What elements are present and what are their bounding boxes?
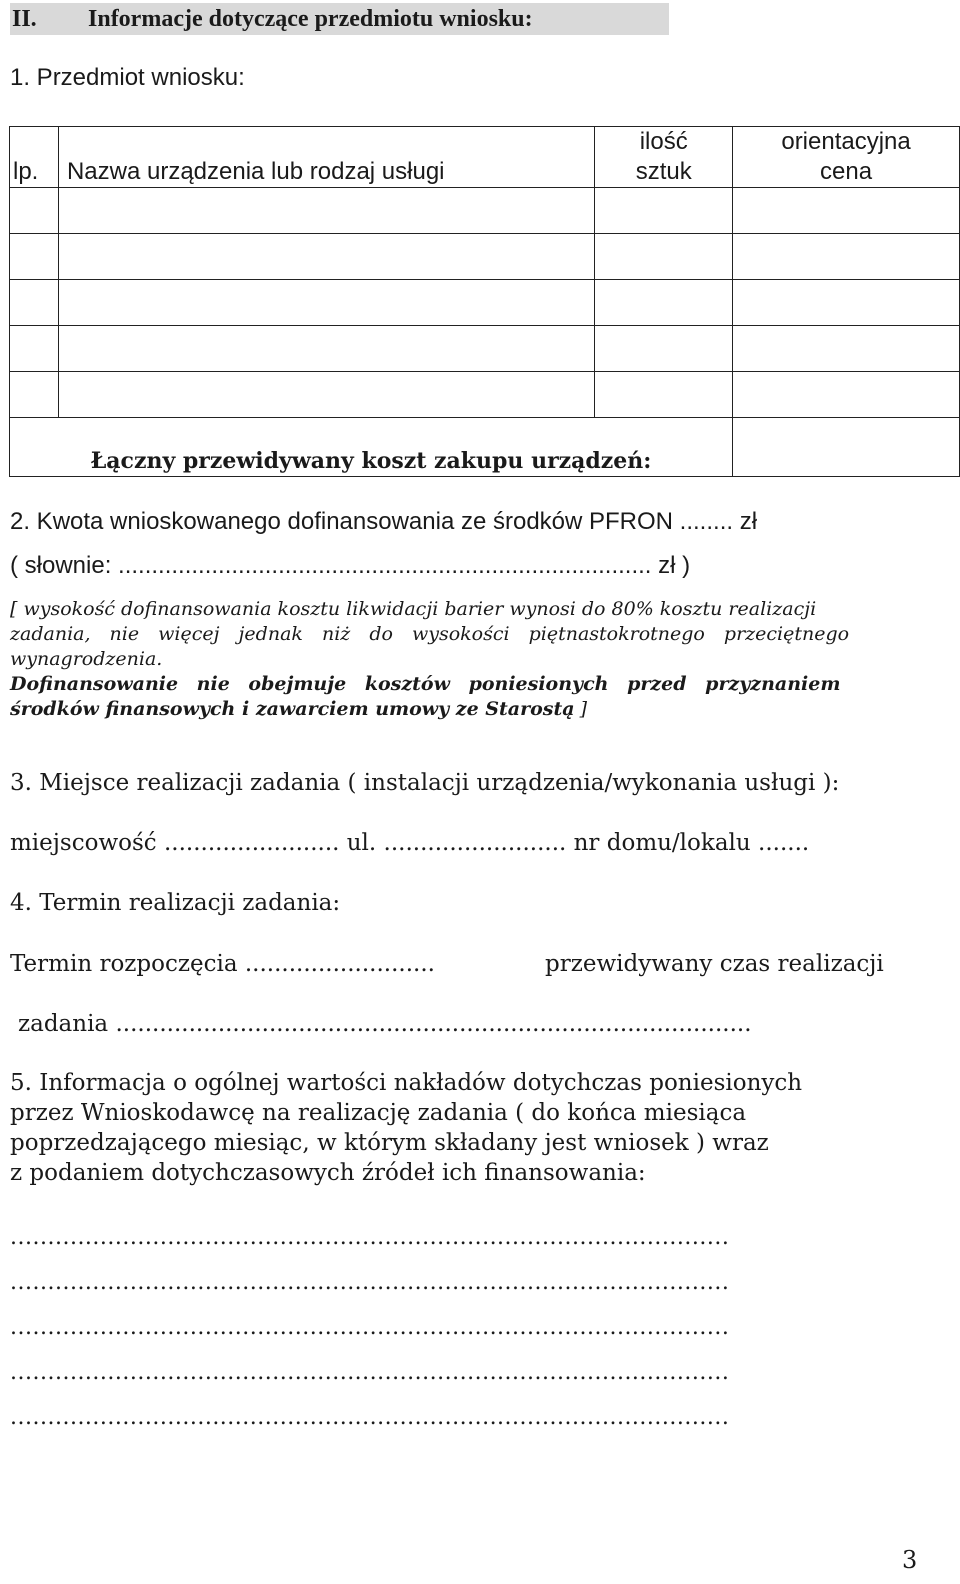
header-price-line1: orientacyjna [781,128,911,155]
item3-fields: miejscowość ........................ ul. ......................... nr domu/lokalu ....... [10,830,810,856]
item4-duration: przewidywany czas realizacji [545,951,884,977]
section-number: II. [12,6,37,32]
header-price [733,127,960,188]
answer-line[interactable]: ................................................................................................ [10,1315,730,1340]
cell-qty[interactable] [595,188,733,234]
header-price-line2: cena [820,158,873,185]
cell-name[interactable] [58,372,594,418]
item5-line-3: poprzedzającego miesiąc, w którym składany jest wniosek ) wraz [10,1130,769,1156]
item4-start: Termin rozpoczęcia .......................... [10,951,435,977]
answer-line[interactable]: ................................................................................................ [10,1270,730,1295]
note-bold-line-2: środków finansowych i zawarciem umowy ze Starostą [10,698,575,720]
header-lp: lp. [10,127,59,188]
header-qty-line1: ilość [639,128,688,155]
cell-name[interactable] [58,326,594,372]
total-value-cell[interactable] [733,418,960,477]
item4-duration-cont: zadania ....................................................................................... [18,1011,752,1037]
note-line-1: [ wysokość dofinansowania kosztu likwidacji barier wynosi do 80% kosztu realizacji [10,598,817,620]
note-bracket-close: ] [579,698,588,720]
item3-label: 3. Miejsce realizacji zadania ( instalacji urządzenia/wykonania usługi ): [10,770,840,796]
header-name: Nazwa urządzenia lub rodzaj usługi [58,127,594,188]
item5-line-1: 5. Informacja o ogólnej wartości nakładów dotychczas poniesionych [10,1070,803,1096]
cell-price[interactable] [733,280,960,326]
item4-label: 4. Termin realizacji zadania: [10,890,341,916]
cell-qty[interactable] [595,326,733,372]
page-number: 3 [902,1546,918,1574]
cell-qty[interactable] [595,234,733,280]
cell-name[interactable] [58,188,594,234]
note-line-2: zadania, nie więcej jednak niż do wysokości piętnastokrotnego przeciętnego [10,623,850,645]
header-qty [595,127,733,188]
table-row [10,188,960,234]
cell-qty[interactable] [595,280,733,326]
note-bold-line-1: Dofinansowanie nie obejmuje kosztów poniesionych przed przyznaniem [10,673,841,695]
cell-price[interactable] [733,188,960,234]
note-line-3: wynagrodzenia. [10,648,163,670]
table-row [10,326,960,372]
answer-line[interactable]: ................................................................................................ [10,1225,730,1250]
item2-amount-line: 2. Kwota wnioskowanego dofinansowania ze środków PFRON ........ zł [10,508,758,535]
note-bold-line-2-wrap [10,698,587,720]
section-title: Informacje dotyczące przedmiotu wniosku: [88,6,533,32]
cell-lp[interactable] [10,188,59,234]
item5-line-2: przez Wnioskodawcę na realizację zadania ( do końca miesiąca [10,1100,747,1126]
table-row [10,372,960,418]
answer-line[interactable]: ................................................................................................ [10,1405,730,1430]
cell-qty[interactable] [595,372,733,418]
cell-lp[interactable] [10,326,59,372]
header-qty-line2: sztuk [635,158,692,185]
cell-name[interactable] [58,234,594,280]
total-label: Łączny przewidywany koszt zakupu urządzeń: [10,418,733,477]
cell-lp[interactable] [10,234,59,280]
item1-label: 1. Przedmiot wniosku: [10,64,245,91]
table-row [10,280,960,326]
section-heading [10,3,669,35]
table-row [10,234,960,280]
cell-price[interactable] [733,234,960,280]
table-total-row [10,418,960,477]
cell-name[interactable] [58,280,594,326]
table-header-row [10,127,960,188]
item5-line-4: z podaniem dotychczasowych źródeł ich finansowania: [10,1160,646,1186]
items-table [9,126,960,477]
cell-lp[interactable] [10,372,59,418]
cell-lp[interactable] [10,280,59,326]
item2-words-line: ( słownie: ................................................................................ zł ) [10,552,691,579]
cell-price[interactable] [733,326,960,372]
answer-line[interactable]: ................................................................................................ [10,1360,730,1385]
cell-price[interactable] [733,372,960,418]
